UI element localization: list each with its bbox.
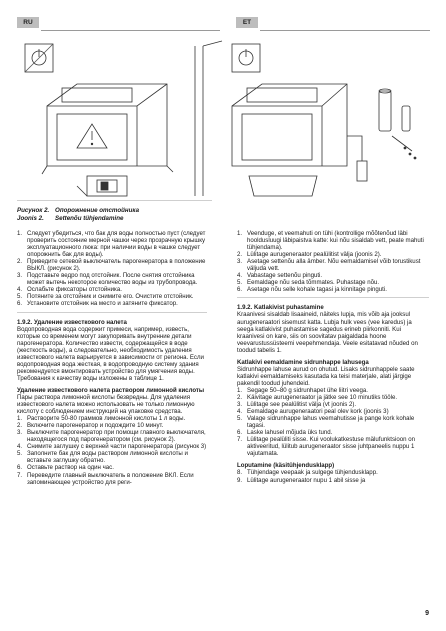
header-rule-right	[260, 30, 430, 31]
list-item: 4. Vabastage settenõu pinguti.	[237, 272, 323, 280]
ru-sub-steps	[17, 415, 207, 485]
ru-steps	[17, 230, 207, 308]
list-item: 7. Lülitage pealüliti sisse. Kui voolukatkestuse mälufunktsioon on aktiveeritud, lülitub aurugeneraator sisse juhtpaneelis nuppu 1 vajutamata.	[237, 436, 416, 458]
list-item: 1. Segage 50–80 g sidrunhapet ühe liitri veega.	[237, 386, 368, 394]
list-item: 2. Приведите сетевой выключатель парогенератора в положение ВЫКЛ. (рисунок 2).	[17, 258, 206, 273]
column-ru	[17, 230, 207, 486]
et-section-body: Kraanivesi sisaldab lisaaineid, näiteks lupja, mis võib aja jooksul aurugeneraatori sisemust katta. Lubja hulk vees (vee karedus) ja seega katlakivist puhastamise sagedus erineb piirkonniti. Kui kraanivesi on kare, siis on soovitatav paigaldada hoone veevarustussüsteemi veepehmendaja. Veele esitatavad nõuded on toodud tabelis 1.	[237, 311, 418, 354]
list-item: 3. Asetage settenõu alla ämber. Nõu eemaldamisel võib torustikust väljuda vett.	[237, 258, 421, 273]
list-item: 1. Veenduge, et veemahuti on tühi (kontrollige mõõtenõud läbi hooldusluugi läbipaistva katte: kui nõu sisaldab vett, peate mahuti tühjendama).	[237, 230, 424, 252]
header-rule-left	[41, 30, 220, 31]
list-item: 9. Lülitage aurugeneraator nupu 1 abil sisse ja	[237, 476, 366, 484]
figure-steam-generator-drain	[17, 36, 429, 201]
list-item: 3. Lülitage see pealülitist välja (vt joonis 2).	[237, 401, 357, 409]
column-et	[237, 230, 429, 484]
ru-section-title: 1.9.2. Удаление известкового налета	[17, 318, 127, 326]
list-item: 1. Следует убедиться, что бак для воды полностью пуст (следует проверить состояние мерной чашки через прозрачную крышку эксплуатационного люка: при наличии воды в чашке следует опорожнить бак для воды).	[17, 230, 206, 259]
list-item: 6. Установите отстойник на место и затяните фиксатор.	[17, 300, 178, 308]
figure-caption	[17, 207, 139, 222]
page-number: 9	[425, 610, 429, 617]
caption-ru-text: Опорожнение отстойника	[55, 207, 140, 214]
list-item: 2. Включите парогенератор и подождите 10 минут.	[17, 422, 164, 430]
list-item: 4. Снимите заглушку с верхней части парогенератора (рисунок 3)	[17, 443, 207, 451]
et-sub-title: Katlakivi eemaldamine sidrunhappe lahusega	[237, 358, 369, 366]
list-item: 6. Asetage nõu selle kohale tagasi ja kinnitage pinguti.	[237, 286, 387, 294]
list-item: 3. Подставьте ведро под отстойник. После снятия отстойника может вытечь некоторое количество воды из трубопровода.	[17, 272, 198, 287]
et-end-steps	[237, 469, 429, 483]
list-item: 4. Ослабьте фиксаторы отстойника.	[17, 286, 122, 294]
et-end-title: Loputamine (käsitühjendusklapp)	[237, 462, 335, 470]
caption-et-text: Settenõu tühjendamine	[55, 214, 124, 222]
list-item: 2. Lülitage aurugeneraator pealülitist välja (joonis 2).	[237, 251, 382, 259]
caption-et-num: Joonis 2.	[17, 214, 44, 222]
list-item: 6. Оставьте раствор на один час.	[17, 464, 114, 472]
ru-sub-body: Пары раствора лимонной кислоты безвредны. Для удаления известкового налета можно использовать не только лимонную кислоту с соблюдением инструкций на упаковке средства.	[17, 393, 195, 416]
list-item: 1. Растворите 50-80 граммов лимонной кислоты 1 л воды.	[17, 415, 186, 423]
ru-section-body: Водопроводная вода содержит примеси, например, известь, которые со временем могут закупоривать внутренние детали парогенератора. Количество извести, содержащейся в воде (жесткость воды), а следовательно, необходимость удаления известкового налета варьируется в зависимости от региона. Если водопроводная вода жесткая, в водопроводную систему здания рекомендуется вмонтировать устройство для умягчения воды. Требования к качеству воды изложены в таблице 1.	[17, 325, 204, 382]
et-sub-steps	[237, 387, 429, 457]
list-item: 4. Eemaldage aurugeneraatori peal olev kork (joonis 3)	[237, 408, 389, 416]
list-item: 7. Переведите главный выключатель в положение ВКЛ. Если запоминающее устройство для реги-	[17, 471, 194, 486]
et-steps	[237, 230, 429, 293]
list-item: 5. Заполните бак для воды раствором лимонной кислоты и вставьте заглушку обратно.	[17, 450, 188, 465]
caption-ru-num: Рисунок 2.	[17, 207, 50, 214]
ru-sub-title: Удаление известкового налета раствором лимонной кислоты	[17, 386, 205, 394]
list-item: 6. Laske lahusel mõjuda üks tund.	[237, 429, 333, 437]
lang-tag-ru: RU	[17, 17, 39, 28]
lang-tag-et: ET	[236, 17, 258, 28]
list-item: 8. Tühjendage veepaak ja sulgege tühjendusklapp.	[237, 469, 378, 477]
list-item: 2. Käivitage aurugeneraator ja jätke see 10 minutiks tööle.	[237, 393, 398, 401]
section-divider	[237, 297, 429, 298]
list-item: 3. Выключите парогенератор при помощи главного выключателя, находящегося под парогенератором (см. рисунок 2).	[17, 429, 206, 444]
section-divider	[17, 312, 207, 313]
list-item: 5. Valage sidrunhappe lahus veemahutisse ja pange kork kohale tagasi.	[237, 415, 415, 430]
list-item: 5. Потяните за отстойник и снимите его. Очистите отстойник.	[17, 293, 194, 301]
list-item: 5. Eemaldage nõu seda tõmmates. Puhastage nõu.	[237, 279, 380, 287]
figure-rule-left	[17, 200, 212, 201]
et-section-title: 1.9.2. Katlakivist puhastamine	[237, 304, 324, 312]
et-sub-body: Sidrunhappe lahuse aurud on ohutud. Lisaks sidrunhappele saate katlakivi eemaldamiseks kasutada ka teisi materjale, alati järgige pakendil toodud juhendeid.	[237, 365, 415, 387]
